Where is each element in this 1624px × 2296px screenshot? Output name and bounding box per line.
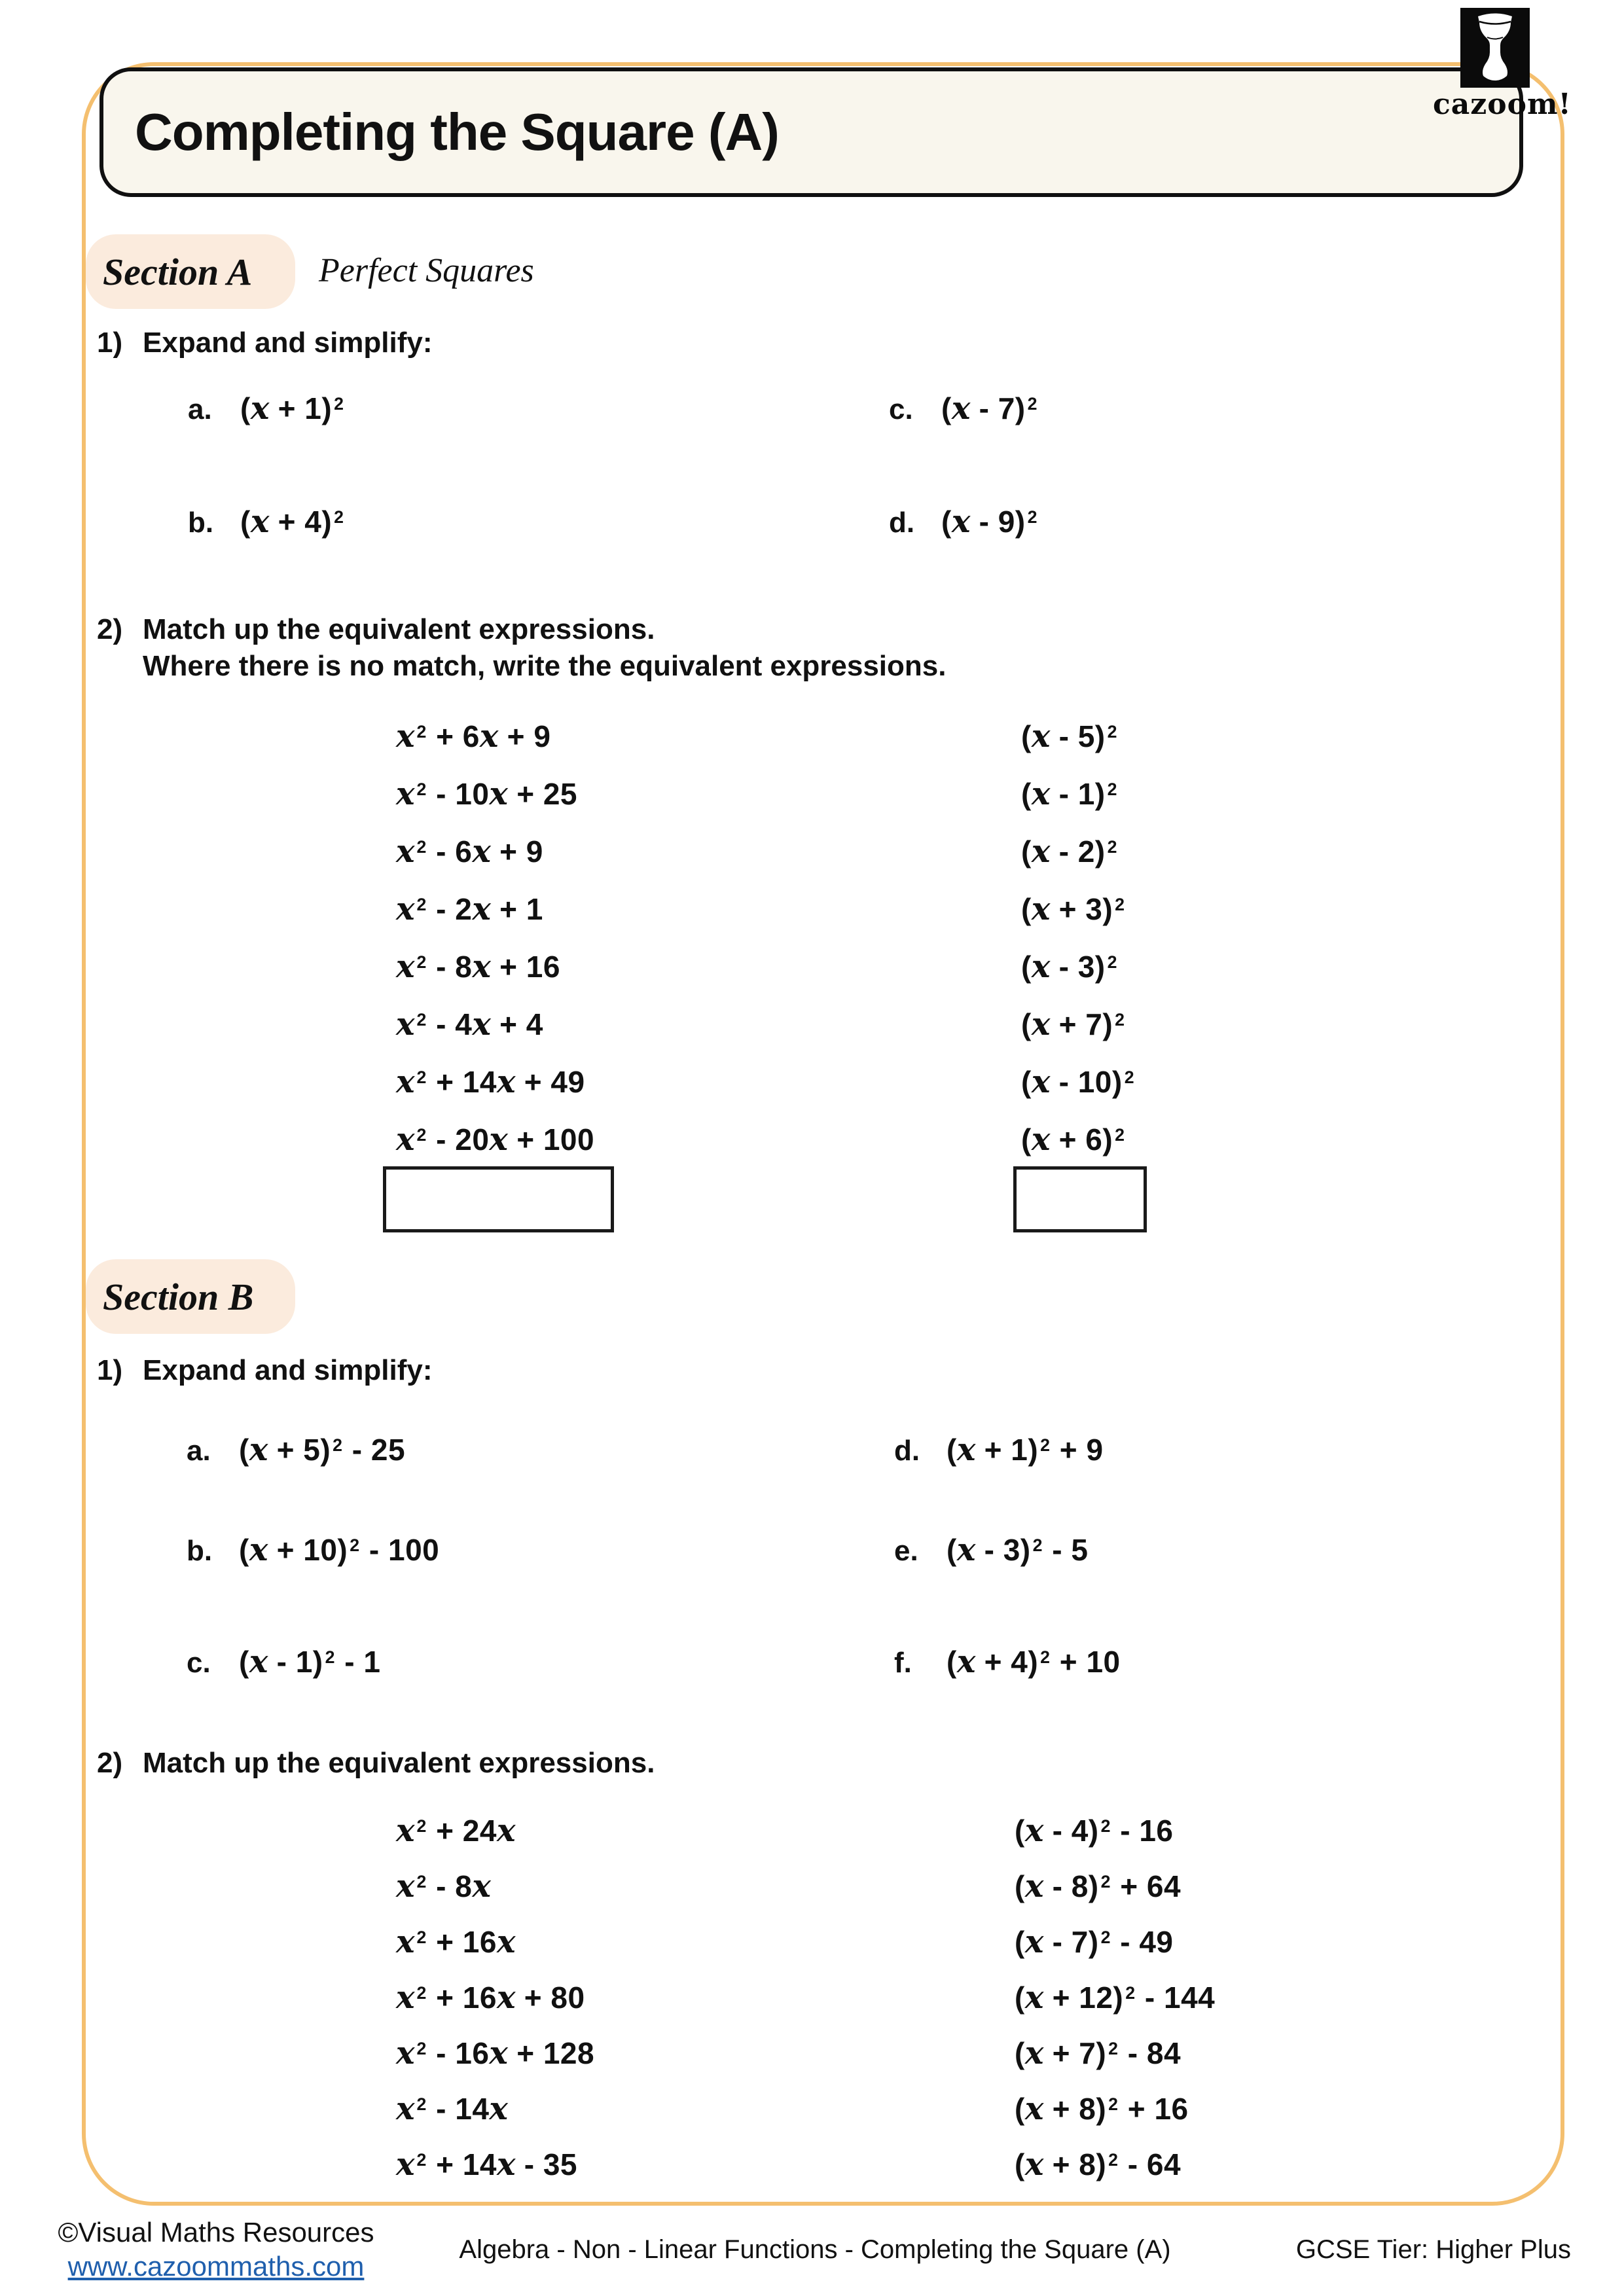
section-a-label [86, 234, 295, 309]
math-expression: (x + 4) $^2$ + 10 [947, 1643, 1121, 1680]
math-expression: (x - 7) $^2$ [941, 390, 1038, 427]
section-b-match-left-column [396, 1814, 594, 2182]
question-number: 2) [97, 613, 123, 645]
match-expression: x $^2$ - 14x [396, 2090, 507, 2127]
match-expression: x $^2$ + 16x + 80 [396, 1979, 585, 2016]
match-expression: x $^2$ - 4x + 4 [396, 1006, 543, 1043]
match-expression: (x - 7) $^2$ - 49 [1015, 1924, 1174, 1960]
question-prompt: Expand and simplify: [143, 327, 433, 359]
section-a-subtitle: Perfect Squares [319, 252, 534, 289]
math-expression: (x + 10) $^2$ - 100 [239, 1532, 440, 1568]
section-b-label-text: Section B [103, 1275, 254, 1318]
section-b-q1-item-e [894, 1532, 1088, 1568]
match-expression: x $^2$ + 16x [396, 1924, 515, 1960]
match-expression: x $^2$ - 2x + 1 [396, 891, 543, 927]
match-expression: (x - 10) $^2$ [1021, 1064, 1135, 1100]
worksheet-header [99, 67, 1523, 197]
section-a-q2-header [97, 611, 946, 685]
match-expression: (x - 3) $^2$ [1021, 948, 1117, 985]
section-b-q1-item-b [187, 1532, 439, 1568]
section-b-match-right-column [1015, 1814, 1215, 2182]
match-expression: (x - 5) $^2$ [1021, 718, 1117, 755]
question-prompt: Expand and simplify: [143, 1354, 433, 1386]
match-expression: (x + 12) $^2$ - 144 [1015, 1979, 1216, 2016]
question-number: 1) [97, 1354, 123, 1386]
match-expression: x $^2$ + 14x - 35 [396, 2146, 578, 2183]
match-expression: (x + 6) $^2$ [1021, 1121, 1125, 1158]
section-a-q1-header [97, 325, 433, 361]
item-letter: c. [889, 393, 913, 425]
match-expression: (x + 8) $^2$ + 16 [1015, 2090, 1189, 2127]
section-b-label [86, 1259, 295, 1334]
item-letter: f. [894, 1647, 912, 1679]
question-number: 2) [97, 1747, 123, 1779]
item-letter: a. [188, 393, 212, 425]
footer-tier: GCSE Tier: Higher Plus [1295, 2235, 1571, 2264]
footer-credit [52, 2215, 380, 2284]
page-accent-border [82, 62, 1572, 2206]
prompt-line-1: Match up the equivalent expressions. [143, 613, 655, 645]
match-expression: x $^2$ - 10x + 25 [396, 776, 578, 812]
question-prompt [143, 611, 946, 685]
match-expression: x $^2$ + 6x + 9 [396, 718, 551, 755]
math-expression: (x + 4) $^2$ [240, 503, 344, 540]
match-expression: (x + 3) $^2$ [1021, 891, 1125, 927]
math-expression: (x + 5) $^2$ - 25 [239, 1431, 406, 1468]
section-b-q2-header [97, 1745, 655, 1782]
match-expression: x $^2$ - 8x + 16 [396, 948, 560, 985]
match-expression: x $^2$ - 6x + 9 [396, 833, 543, 870]
section-a-q1-item-a [188, 390, 345, 427]
section-a-q1-item-d [889, 503, 1038, 540]
footer-topic: Algebra - Non - Linear Functions - Completing the Square (A) [459, 2235, 1171, 2264]
item-letter: b. [187, 1535, 213, 1567]
page-title: Completing the Square (A) [135, 103, 779, 161]
answer-box-right[interactable] [1013, 1166, 1147, 1232]
copyright-text: ©Visual Maths Resources [58, 2217, 374, 2248]
item-letter: e. [894, 1535, 918, 1567]
section-b-q1-item-a [187, 1431, 405, 1468]
question-prompt: Match up the equivalent expressions. [143, 1747, 655, 1779]
match-expression: (x - 1) $^2$ [1021, 776, 1117, 812]
item-letter: b. [188, 507, 214, 539]
match-expression: x $^2$ - 16x + 128 [396, 2035, 595, 2072]
item-letter: a. [187, 1435, 211, 1467]
math-expression: (x + 1) $^2$ [240, 390, 344, 427]
item-letter: d. [894, 1435, 920, 1467]
math-expression: (x - 9) $^2$ [941, 503, 1038, 540]
section-b-q1-header [97, 1352, 433, 1389]
match-expression: x $^2$ + 24x [396, 1812, 515, 1849]
section-b-q1-item-c [187, 1643, 380, 1680]
prompt-line-2: Where there is no match, write the equivalent expressions. [143, 650, 947, 682]
cazoommaths-link[interactable]: www.cazoommaths.com [67, 2251, 365, 2282]
match-expression: x $^2$ - 20x + 100 [396, 1121, 595, 1158]
section-a-label-text: Section A [103, 250, 253, 293]
section-a-match-left-column [396, 719, 594, 1157]
section-a-q1-item-b [188, 503, 345, 540]
section-a-q1-item-c [889, 390, 1038, 427]
math-expression: (x - 1) $^2$ - 1 [239, 1643, 381, 1680]
cazoom-logo-text: cazoom! [1433, 88, 1572, 121]
item-letter: c. [187, 1647, 211, 1679]
item-letter: d. [889, 507, 915, 539]
match-expression: (x - 2) $^2$ [1021, 833, 1117, 870]
match-expression: x $^2$ - 8x [396, 1868, 490, 1905]
match-expression: (x - 4) $^2$ - 16 [1015, 1812, 1174, 1849]
answer-box-left[interactable] [383, 1166, 614, 1232]
match-expression: x $^2$ + 14x + 49 [396, 1064, 585, 1100]
match-expression: (x + 8) $^2$ - 64 [1015, 2146, 1182, 2183]
math-expression: (x + 1) $^2$ + 9 [947, 1431, 1104, 1468]
section-b-q1-item-d [894, 1431, 1104, 1468]
question-number: 1) [97, 327, 123, 359]
match-expression: (x + 7) $^2$ [1021, 1006, 1125, 1043]
cazoom-logo [1433, 8, 1572, 121]
section-b-q1-item-f [894, 1643, 1121, 1680]
section-a-match-right-column [1021, 719, 1135, 1157]
math-expression: (x - 3) $^2$ - 5 [947, 1532, 1089, 1568]
match-expression: (x - 8) $^2$ + 64 [1015, 1868, 1182, 1905]
djembe-drum-icon [1433, 8, 1557, 88]
match-expression: (x + 7) $^2$ - 84 [1015, 2035, 1182, 2072]
